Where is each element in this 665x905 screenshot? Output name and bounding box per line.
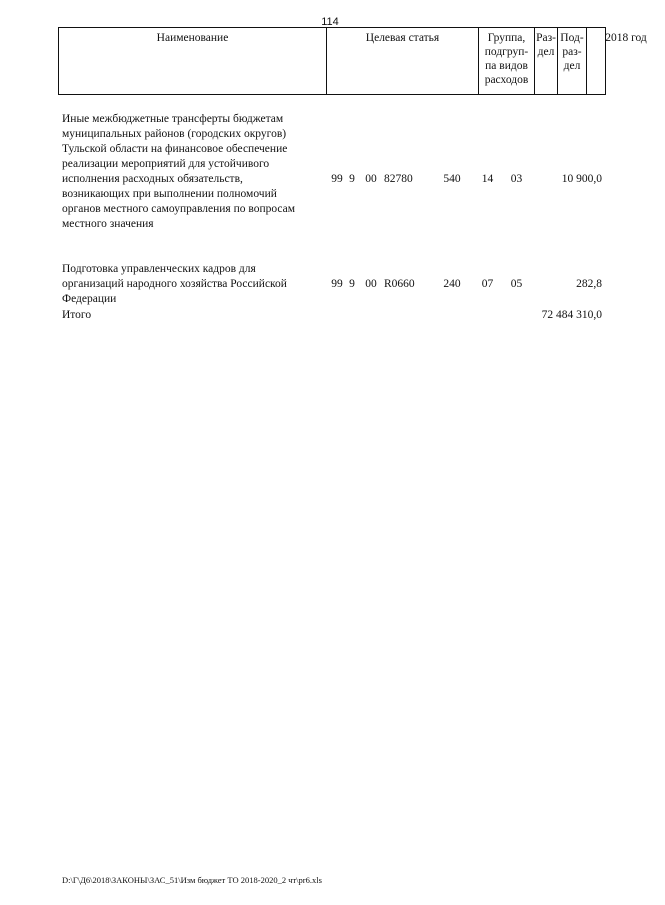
podrazdel-code: 05 — [510, 278, 523, 290]
header-target-article: Целевая статья — [327, 28, 479, 94]
razdel-code: 14 — [481, 173, 494, 185]
table-header — [58, 27, 647, 95]
amount-2018: 282,8 — [576, 278, 602, 290]
target-article-main: 00 — [365, 278, 377, 290]
target-article-direction: 82780 — [384, 173, 413, 185]
total-row — [62, 308, 606, 324]
target-article-program: 99 — [331, 278, 343, 290]
header-name: Наименование — [59, 28, 327, 94]
expense-group: 240 — [443, 278, 461, 290]
target-article-direction: R0660 — [384, 278, 415, 290]
header-podrazdel: Под- раз- дел — [558, 28, 587, 94]
row-name: Подготовка управленческих кадров для организаций народного хозяйства Российской Федерации — [62, 263, 287, 305]
razdel-code: 07 — [481, 278, 494, 290]
header-razdel: Раз- дел — [535, 28, 558, 94]
podrazdel-code: 03 — [510, 173, 523, 185]
page-number: 114 — [321, 16, 339, 28]
table-row — [62, 262, 606, 310]
target-article-subprogram: 9 — [349, 278, 355, 290]
total-label: Итого — [62, 309, 92, 321]
amount-2018: 10 900,0 — [561, 173, 602, 185]
total-amount: 72 484 310,0 — [541, 309, 602, 321]
table-row — [62, 112, 606, 236]
target-article-main: 00 — [365, 173, 377, 185]
target-article-subprogram: 9 — [349, 173, 355, 185]
header-group: Группа, подгруп- па видов расходов — [479, 28, 535, 94]
expense-group: 540 — [443, 173, 461, 185]
file-path-footer: D:\Г\Д6\2018\ЗАКОНЫ\ЗАС_51\Изм бюджет ТО 2018-2020_2 чт\pr6.xls — [62, 875, 322, 885]
target-article-program: 99 — [331, 173, 343, 185]
row-name: Иные межбюджетные трансферты бюджетам муниципальных районов (городских округов) Тульской области на финансовое обеспечение реализации мероприятий для устойчивого исполнения расходных обязательств, возникающих при выполнении полномочий органов местного самоуправления по вопросам местного значения — [62, 113, 296, 230]
header-year: 2018 год — [605, 32, 647, 44]
